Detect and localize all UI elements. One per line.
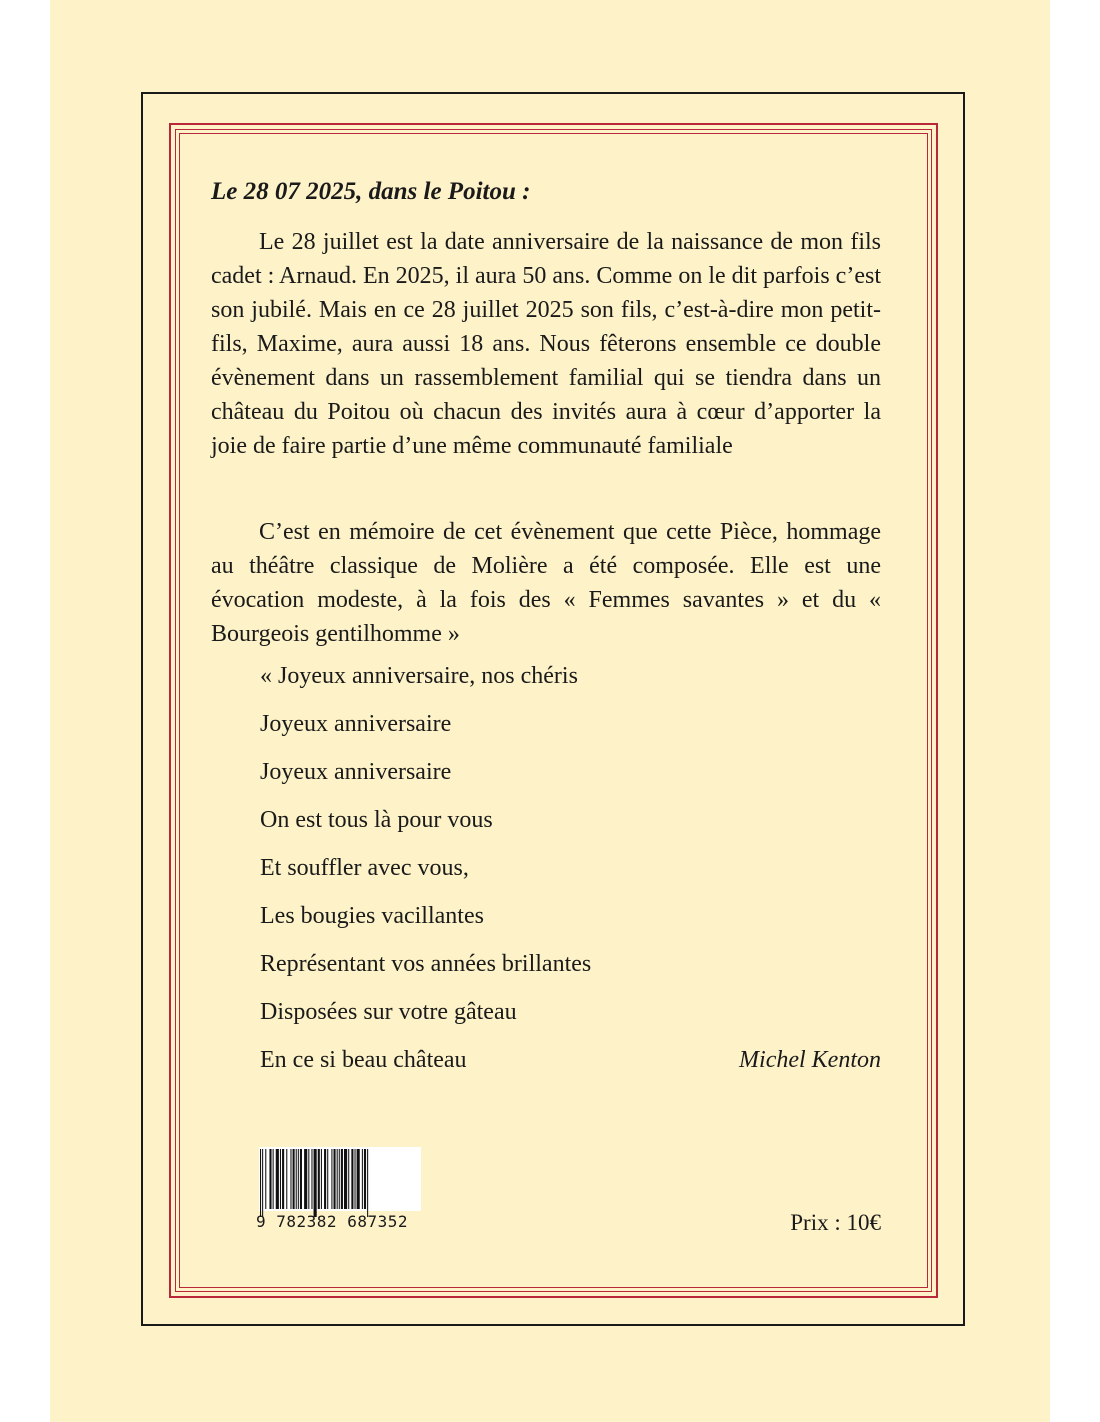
barcode-bar (321, 1149, 322, 1209)
poem-line: Et souffler avec vous, (260, 855, 469, 881)
barcode-bar (364, 1149, 366, 1209)
barcode-bar (276, 1149, 279, 1209)
barcode-bar (341, 1149, 343, 1209)
barcode-bar (308, 1149, 309, 1209)
barcode-bar (314, 1149, 317, 1217)
barcode-bar (351, 1149, 353, 1209)
barcode-bar (265, 1149, 266, 1209)
barcode-bar (282, 1149, 284, 1209)
cover-heading: Le 28 07 2025, dans le Poitou : (211, 178, 531, 205)
author-signature: Michel Kenton (739, 1047, 881, 1073)
price-label: Prix : 10€ (790, 1210, 881, 1235)
barcode-bar (273, 1149, 274, 1209)
barcode-bar (337, 1149, 338, 1209)
barcode-bar (348, 1149, 349, 1209)
barcode-bar (293, 1149, 295, 1209)
poem-line: Représentant vos années brillantes (260, 951, 592, 977)
poem-line: Disposées sur votre gâteau (260, 999, 517, 1025)
barcode-bar (298, 1149, 299, 1209)
barcode-bar (331, 1149, 332, 1209)
barcode-bar (357, 1149, 360, 1209)
barcode-bar (304, 1149, 307, 1209)
poem-line: On est tous là pour vous (260, 807, 493, 833)
barcode-bar (327, 1149, 328, 1209)
barcode-bar (362, 1149, 363, 1209)
barcode-bar (286, 1149, 287, 1209)
barcode-bar (324, 1149, 326, 1209)
barcode-bar (355, 1149, 356, 1209)
paragraph-anniversary: Le 28 juillet est la date anniversaire de la naissance de mon fils cadet : Arnaud. En 2025, il aura 50 ans. Comme on le dit parfois c’est son jubilé. Mais en ce 28 juillet 2025 son fils, c’est-à-dire mon petit-fils, Maxime, aura aussi 18 ans. Nous fêterons ensemble ce double évènement dans un rassemblement familial qui se tiendra dans un château du Poitou où chacun des invités aura à cœur d’apporter la joie de faire partie d’une même communauté familiale (211, 229, 881, 459)
barcode-bar (296, 1149, 297, 1209)
barcode-bar (262, 1149, 263, 1217)
barcode-bar (290, 1149, 291, 1209)
barcode-bar (311, 1149, 312, 1209)
poem-line: « Joyeux anniversaire, nos chéris (260, 663, 578, 689)
barcode-bar (269, 1149, 271, 1209)
barcode-bar (344, 1149, 347, 1209)
barcode-bar (318, 1149, 320, 1209)
poem-line: En ce si beau château (260, 1047, 467, 1073)
barcode-bar (339, 1149, 340, 1209)
back-cover (50, 0, 1050, 1422)
paragraph-moliere: C’est en mémoire de cet évènement que cette Pièce, hommage au théâtre classique de Molière a été composée. Elle est une évocation modeste, à la fois des « Femmes savantes » et du « Bourgeois gentilhomme » (211, 519, 881, 647)
barcode-bar (334, 1149, 336, 1209)
barcode-digits: 9 782382 687352 (256, 1212, 408, 1231)
barcode-bar (260, 1149, 261, 1217)
poem-line: Les bougies vacillantes (260, 903, 484, 929)
barcode-bar (367, 1149, 368, 1217)
barcode-bar (280, 1149, 281, 1209)
barcode-bar (300, 1149, 302, 1209)
poem-line: Joyeux anniversaire (260, 711, 452, 737)
poem-line: Joyeux anniversaire (260, 759, 452, 785)
